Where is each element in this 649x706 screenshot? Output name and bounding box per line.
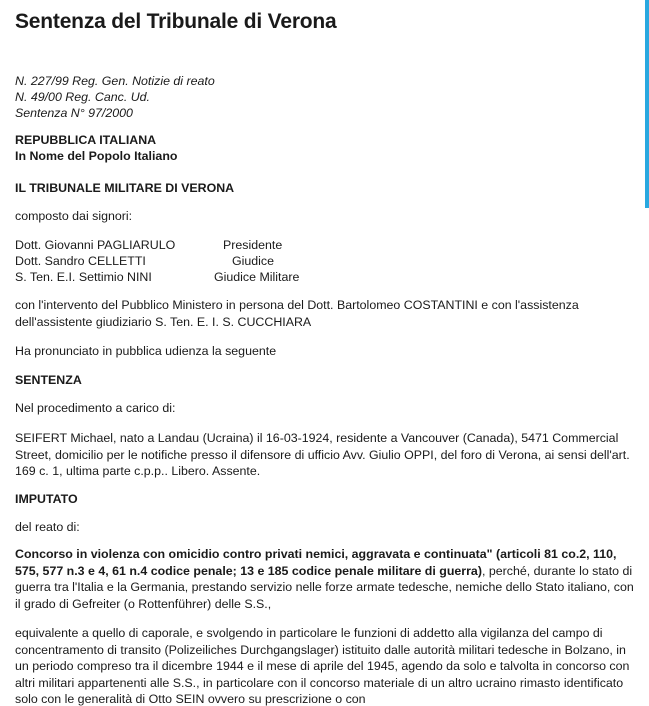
crime-intro-text: del reato di: — [15, 520, 80, 534]
pronounced-text: Ha pronunciato in pubblica udienza la seguente — [15, 344, 277, 358]
proceeding-text: Nel procedimento a carico di: — [15, 401, 176, 415]
scrollbar[interactable] — [645, 0, 649, 208]
member-name: S. Ten. E.I. Settimio NINI — [15, 270, 152, 284]
republic-heading: REPUBBLICA ITALIANA — [15, 133, 157, 147]
charge-paragraph — [15, 546, 635, 612]
member-name: Dott. Sandro CELLETTI — [15, 254, 146, 268]
reference-line-3: Sentenza N° 97/2000 — [15, 106, 133, 120]
reference-line-1: N. 227/99 Reg. Gen. Notizie di reato — [15, 74, 215, 88]
member-role: Giudice Militare — [214, 270, 300, 284]
member-name: Dott. Giovanni PAGLIARULO — [15, 238, 176, 252]
charge-bold-text: Concorso in violenza con omicidio contro privati nemici, aggravata e continuata" (articoli 81 co.2, 110, 575, 577 n.3 e 4, 61 n.4 codice penale; 13 e 185 codice penale militare di guerra) — [15, 547, 617, 578]
people-heading: In Nome del Popolo Italiano — [15, 149, 178, 163]
composed-text: composto dai signori: — [15, 209, 133, 223]
intervention-paragraph: con l'intervento del Pubblico Ministero in persona del Dott. Bartolomeo COSTANTINI e con l'assistenza dell'assistente giudiziario S. Ten. E. I. S. CUCCHIARA — [15, 298, 579, 329]
equivalent-paragraph: equivalente a quello di caporale, e svolgendo in particolare le funzioni di addetto alla vigilanza del campo di concentramento di transito (Polizeiliches Durchgangslager) istituito dalle autorità militari tedesche in Bolzano, in un periodo compreso tra il dicembre 1944 e il mese di aprile del 1945, agendo da solo e talvolta in concorso con altri militari appartenenti alle S.S., in particolare con il concorso materiale di un altro ucraino rimasto identificato solo con le generalità di Otto SEIN ovvero su prescrizione o con — [15, 626, 630, 706]
reference-line-2: N. 49/00 Reg. Canc. Ud. — [15, 90, 150, 104]
imputato-heading: IMPUTATO — [15, 492, 78, 506]
member-role: Presidente — [223, 238, 283, 252]
charge-rest-text: , perché, durante lo stato di guerra tra l'Italia e la Germania, prestando servizio nelle forze armate tedesche, nemiche dello Stato italiano, con il grado di Gefreiter (o Rottenführer) delle S.S., — [15, 563, 634, 611]
defendant-paragraph: SEIFERT Michael, nato a Landau (Ucraina) il 16-03-1924, residente a Vancouver (Canada), 5471 Commercial Street, domicilio per le notifiche presso il difensore di ufficio Avv. Giulio OPPI, del foro di Verona, ai sensi dell'art. 169 c. 1, ultima parte c.p.p.. Libero. Assente. — [15, 431, 630, 478]
member-role: Giudice — [232, 254, 275, 268]
tribunal-heading: IL TRIBUNALE MILITARE DI VERONA — [15, 181, 235, 195]
sentenza-heading: SENTENZA — [15, 373, 82, 387]
page-title: Sentenza del Tribunale di Verona — [15, 10, 337, 33]
